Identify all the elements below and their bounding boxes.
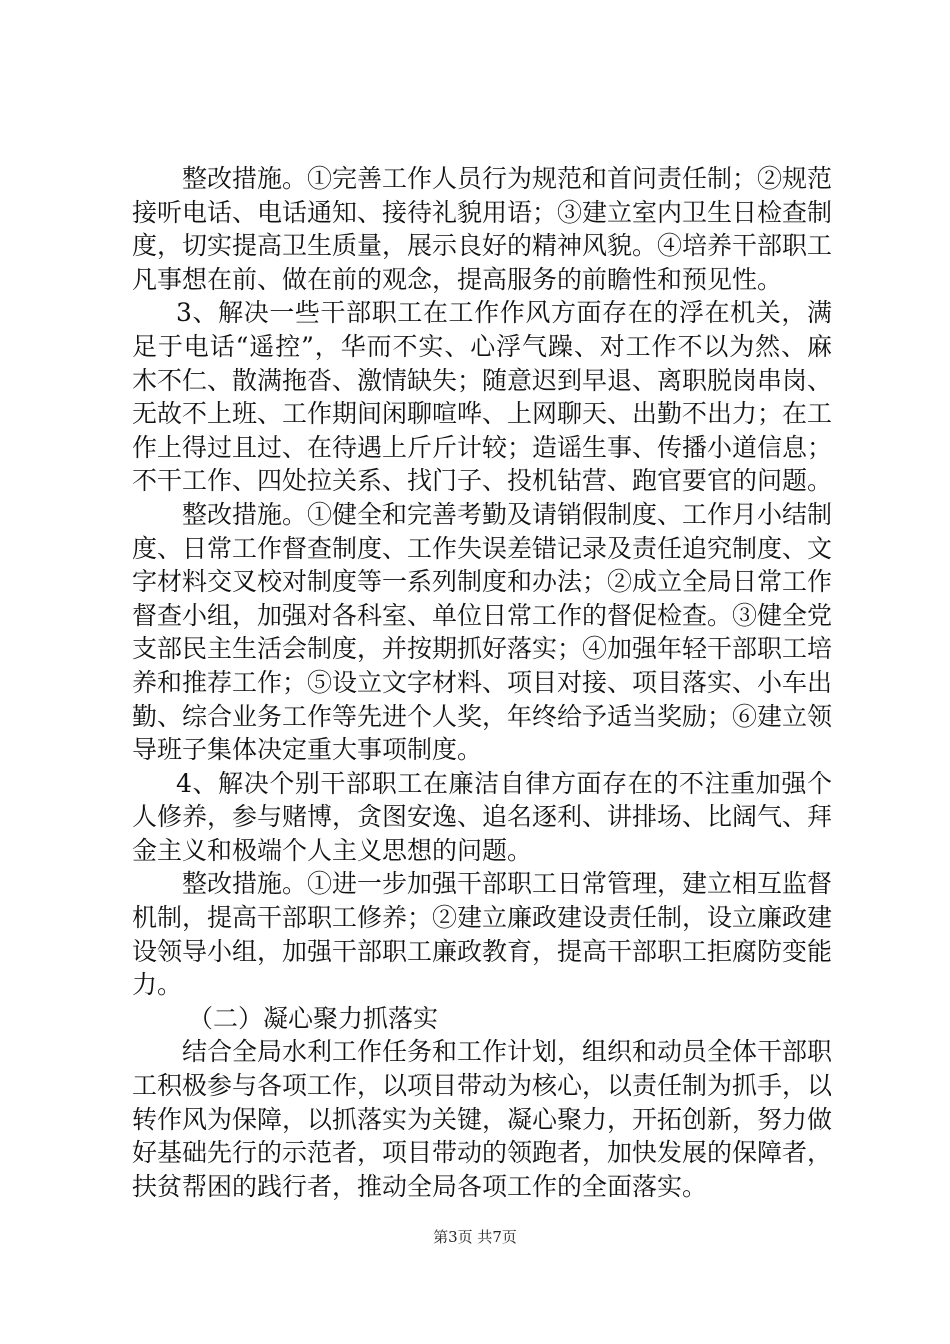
paragraph-rectification-measures-3: 整改措施。①健全和完善考勤及请销假制度、工作月小结制度、日常工作督查制度、工作失误差错记录及责任追究制度、文字材料交叉校对制度等一系列制度和办法；②成立全局日常工作督查小组，加强对各科室、单位日常工作的督促检查。③健全党支部民主生活会制度，并按期抓好落实；④加强年轻干部职工培养和推荐工作；⑤设立文字材料、项目对接、项目落实、小车出勤、综合业务工作等先进个人奖，年终给予适当奖励；⑥建立领导班子集体决定重大事项制度。 — [132, 499, 833, 765]
document-body — [132, 162, 832, 1203]
paragraph-item-4-integrity: 4、解决个别干部职工在廉洁自律方面存在的不注重加强个人修养，参与赌博，贪图安逸、追名逐利、讲排场、比阔气、拜金主义和极端个人主义思想的问题。 — [132, 768, 833, 865]
paragraph-rectification-measures-2: 整改措施。①完善工作人员行为规范和首问责任制；②规范接听电话、电话通知、接待礼貌用语；③建立室内卫生日检查制度，切实提高卫生质量，展示良好的精神风貌。④培养干部职工凡事想在前、做在前的观念，提高服务的前瞻性和预见性。 — [132, 164, 833, 294]
paragraph-focus-implementation: 结合全局水利工作任务和工作计划，组织和动员全体干部职工积极参与各项工作，以项目带动为核心，以责任制为抓手，以转作风为保障，以抓落实为关键，凝心聚力，开拓创新，努力做好基础先行的示范者，项目带动的领跑者，加快发展的保障者，扶贫帮困的践行者，推动全局各项工作的全面落实。 — [132, 1037, 833, 1201]
section-heading-focus-implementation: （二）凝心聚力抓落实 — [188, 1003, 439, 1033]
paragraph-item-3-work-style: 3、解决一些干部职工在工作作风方面存在的浮在机关，满足于电话“遥控”，华而不实、心浮气躁、对工作不以为然、麻木不仁、散满拖沓、激情缺失；随意迟到早退、离职脱岗串岗、无故不上班、工作期间闲聊喧哗、上网聊天、出勤不出力；在工作上得过且过、在待遇上斤斤计较；造谣生事、传播小道信息；不干工作、四处拉关系、找门子、投机钻营、跑官要官的问题。 — [132, 298, 833, 496]
page-number-footer: 第3页 共7页 — [433, 1228, 517, 1246]
paragraph-rectification-measures-4: 整改措施。①进一步加强干部职工日常管理，建立相互监督机制，提高干部职工修养；②建立廉政建设责任制，设立廉政建设领导小组，加强干部职工廉政教育，提高干部职工拒腐防变能力。 — [132, 869, 833, 1000]
